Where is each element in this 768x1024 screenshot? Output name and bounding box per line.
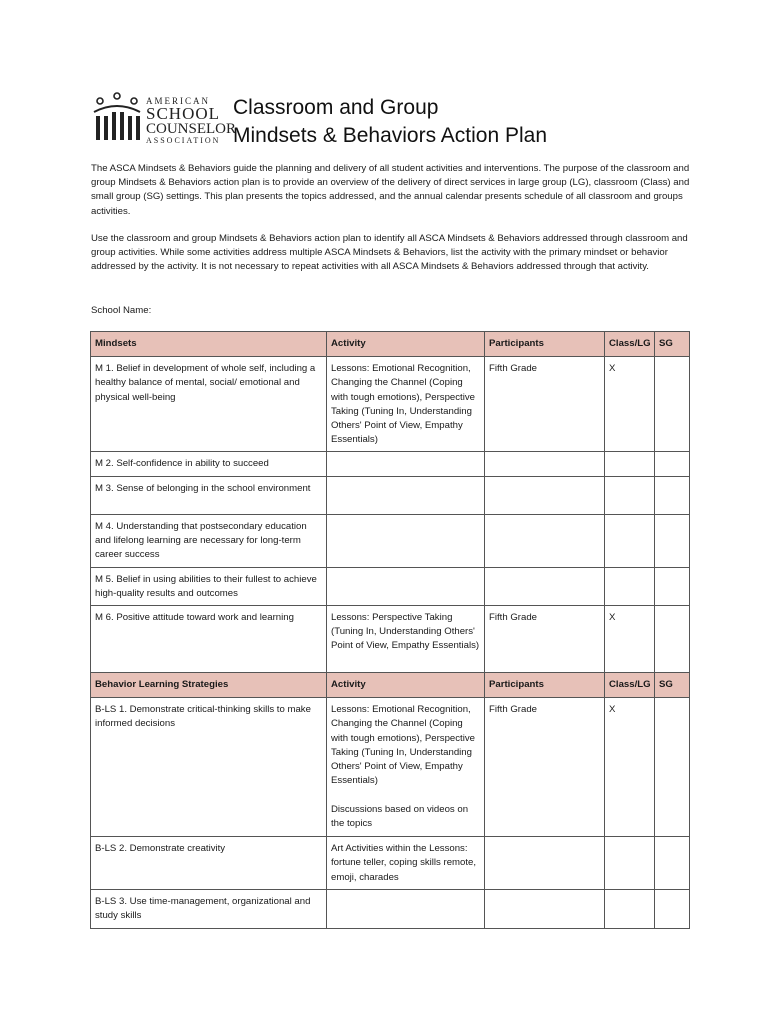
sg-cell: [655, 606, 690, 673]
activity-cell: Lessons: Emotional Recognition, Changing the Channel (Coping with tough emotions), Perspective Taking (Tuning In, Understanding Others' Point of View, Empathy Essentials) Discussions based on videos on the topics: [327, 698, 485, 837]
item-cell: M 1. Belief in development of whole self, including a healthy balance of mental, social/ emotional and physical well-being: [91, 357, 327, 452]
sg-cell: [655, 514, 690, 567]
class-lg-cell: [605, 890, 655, 928]
mindsets-header-row: [91, 332, 690, 357]
asca-people-icon: [92, 92, 144, 144]
action-plan-table: [90, 331, 690, 929]
header-cell: Activity: [327, 332, 485, 357]
activity-cell: Lessons: Perspective Taking (Tuning In, Understanding Others' Point of View, Empathy Essentials): [327, 606, 485, 673]
title-line1: Classroom and Group: [233, 96, 439, 119]
participants-cell: [485, 452, 605, 476]
item-cell: B-LS 2. Demonstrate creativity: [91, 837, 327, 890]
table-row: [91, 476, 690, 514]
participants-cell: Fifth Grade: [485, 357, 605, 452]
header-cell: Participants: [485, 673, 605, 698]
header-cell: SG: [655, 673, 690, 698]
item-cell: M 4. Understanding that postsecondary education and lifelong learning are necessary for long-term career success: [91, 514, 327, 567]
header-cell: Class/LG: [605, 673, 655, 698]
logo-line1: AMERICAN: [146, 96, 211, 106]
class-lg-cell: [605, 476, 655, 514]
table-row: [91, 698, 690, 837]
title-line2: Mindsets & Behaviors Action Plan: [233, 124, 547, 147]
behavior-header-row: [91, 673, 690, 698]
item-cell: M 2. Self-confidence in ability to succeed: [91, 452, 327, 476]
item-cell: M 5. Belief in using abilities to their fullest to achieve high-quality results and outcomes: [91, 567, 327, 605]
class-lg-cell: X: [605, 698, 655, 837]
logo-line3: COUNSELOR: [146, 121, 237, 137]
sg-cell: [655, 837, 690, 890]
sg-cell: [655, 567, 690, 605]
logo-wordmark: [146, 96, 237, 145]
table-row: [91, 837, 690, 890]
class-lg-cell: [605, 514, 655, 567]
table-row: [91, 514, 690, 567]
class-lg-cell: [605, 567, 655, 605]
sg-cell: [655, 476, 690, 514]
item-cell: M 3. Sense of belonging in the school environment: [91, 476, 327, 514]
class-lg-cell: X: [605, 606, 655, 673]
participants-cell: [485, 476, 605, 514]
table-row: [91, 606, 690, 673]
item-cell: B-LS 3. Use time-management, organizational and study skills: [91, 890, 327, 928]
header-cell: Participants: [485, 332, 605, 357]
activity-cell: [327, 476, 485, 514]
intro-paragraph-1: The ASCA Mindsets & Behaviors guide the planning and delivery of all student activities and interventions. The purpose of the classroom and group Mindsets & Behaviors action plan is to provide an overview of the delivery of direct services in large group (LG), classroom (Class) and small group (SG) settings. This plan presents the topics addressed, and the annual calendar presents schedule of all classroom and groups activities.: [91, 163, 690, 217]
activity-cell: [327, 452, 485, 476]
header-cell: Class/LG: [605, 332, 655, 357]
class-lg-cell: [605, 452, 655, 476]
school-name-label: School Name:: [91, 305, 152, 316]
activity-cell: Lessons: Emotional Recognition, Changing the Channel (Coping with tough emotions), Perspective Taking (Tuning In, Understanding Others' Point of View, Empathy Essentials): [327, 357, 485, 452]
table-row: [91, 567, 690, 605]
sg-cell: [655, 890, 690, 928]
sg-cell: [655, 698, 690, 837]
activity-cell: Art Activities within the Lessons: fortune teller, coping skills remote, emoji, charades: [327, 837, 485, 890]
header-cell: Behavior Learning Strategies: [91, 673, 327, 698]
class-lg-cell: [605, 837, 655, 890]
table-row: [91, 357, 690, 452]
class-lg-cell: X: [605, 357, 655, 452]
activity-cell: [327, 567, 485, 605]
participants-cell: Fifth Grade: [485, 698, 605, 837]
participants-cell: [485, 567, 605, 605]
asca-logo: [92, 92, 237, 145]
participants-cell: Fifth Grade: [485, 606, 605, 673]
participants-cell: [485, 514, 605, 567]
participants-cell: [485, 837, 605, 890]
page-title: [233, 94, 547, 150]
activity-cell: [327, 514, 485, 567]
header-cell: SG: [655, 332, 690, 357]
intro-paragraph-2: Use the classroom and group Mindsets & Behaviors action plan to identify all ASCA Mindsets & Behaviors addressed through classroom and group activities. While some activities address multiple ASCA Mindsets & Behaviors, list the activity with the primary mindset or behavior addressed by the activity. It is not necessary to repeat activities with all ASCA Mindsets & Behaviors addressed through that activity.: [91, 233, 688, 273]
header-cell: Mindsets: [91, 332, 327, 357]
logo-line4: ASSOCIATION: [146, 136, 221, 145]
logo-line2: SCHOOL: [146, 104, 221, 123]
table-row: [91, 452, 690, 476]
sg-cell: [655, 452, 690, 476]
activity-cell: [327, 890, 485, 928]
sg-cell: [655, 357, 690, 452]
item-cell: M 6. Positive attitude toward work and learning: [91, 606, 327, 673]
header-cell: Activity: [327, 673, 485, 698]
participants-cell: [485, 890, 605, 928]
item-cell: B-LS 1. Demonstrate critical-thinking skills to make informed decisions: [91, 698, 327, 837]
table-row: [91, 890, 690, 928]
